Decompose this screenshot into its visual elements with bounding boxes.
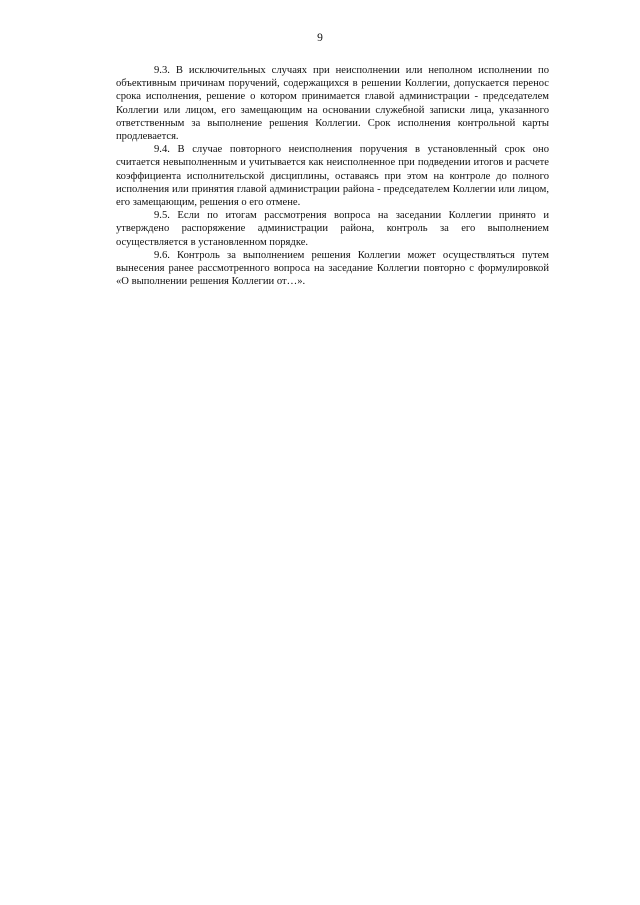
paragraph-9-5: 9.5. Если по итогам рассмотрения вопроса на заседании Коллегии принято и утверждено распоряжение администрации района, контроль за его выполнением осуществляется в установленном порядке.: [116, 210, 549, 248]
paragraph-9-4: 9.4. В случае повторного неисполнения поручения в установленный срок оно считается невыполненным и учитывается как неисполненное при подведении итогов и расчете коэффициента исполнительской дисциплины, оставаясь при этом на контроле до полного исполнения или принятия главой администрации района - председателем Коллегии или лицом, его замещающим, решения о его отмене.: [116, 144, 549, 209]
paragraph-9-3: 9.3. В исключительных случаях при неисполнении или неполном исполнении по объективным причинам поручений, содержащихся в решении Коллегии, допускается перенос срока исполнения, решение о котором принимается главой администрации - председателем Коллегии или лицом, его замещающим на основании служебной записки лица, указанного ответственным за выполнение решения Коллегии. Срок исполнения контрольной карты продлевается.: [116, 65, 549, 143]
page-number: 9: [317, 32, 323, 44]
document-body: [116, 64, 549, 288]
paragraph-9-6: 9.6. Контроль за выполнением решения Коллегии может осуществляться путем вынесения ранее рассмотренного вопроса на заседание Коллегии повторно с формулировкой «О выполнении решения Коллегии от…».: [116, 249, 549, 288]
